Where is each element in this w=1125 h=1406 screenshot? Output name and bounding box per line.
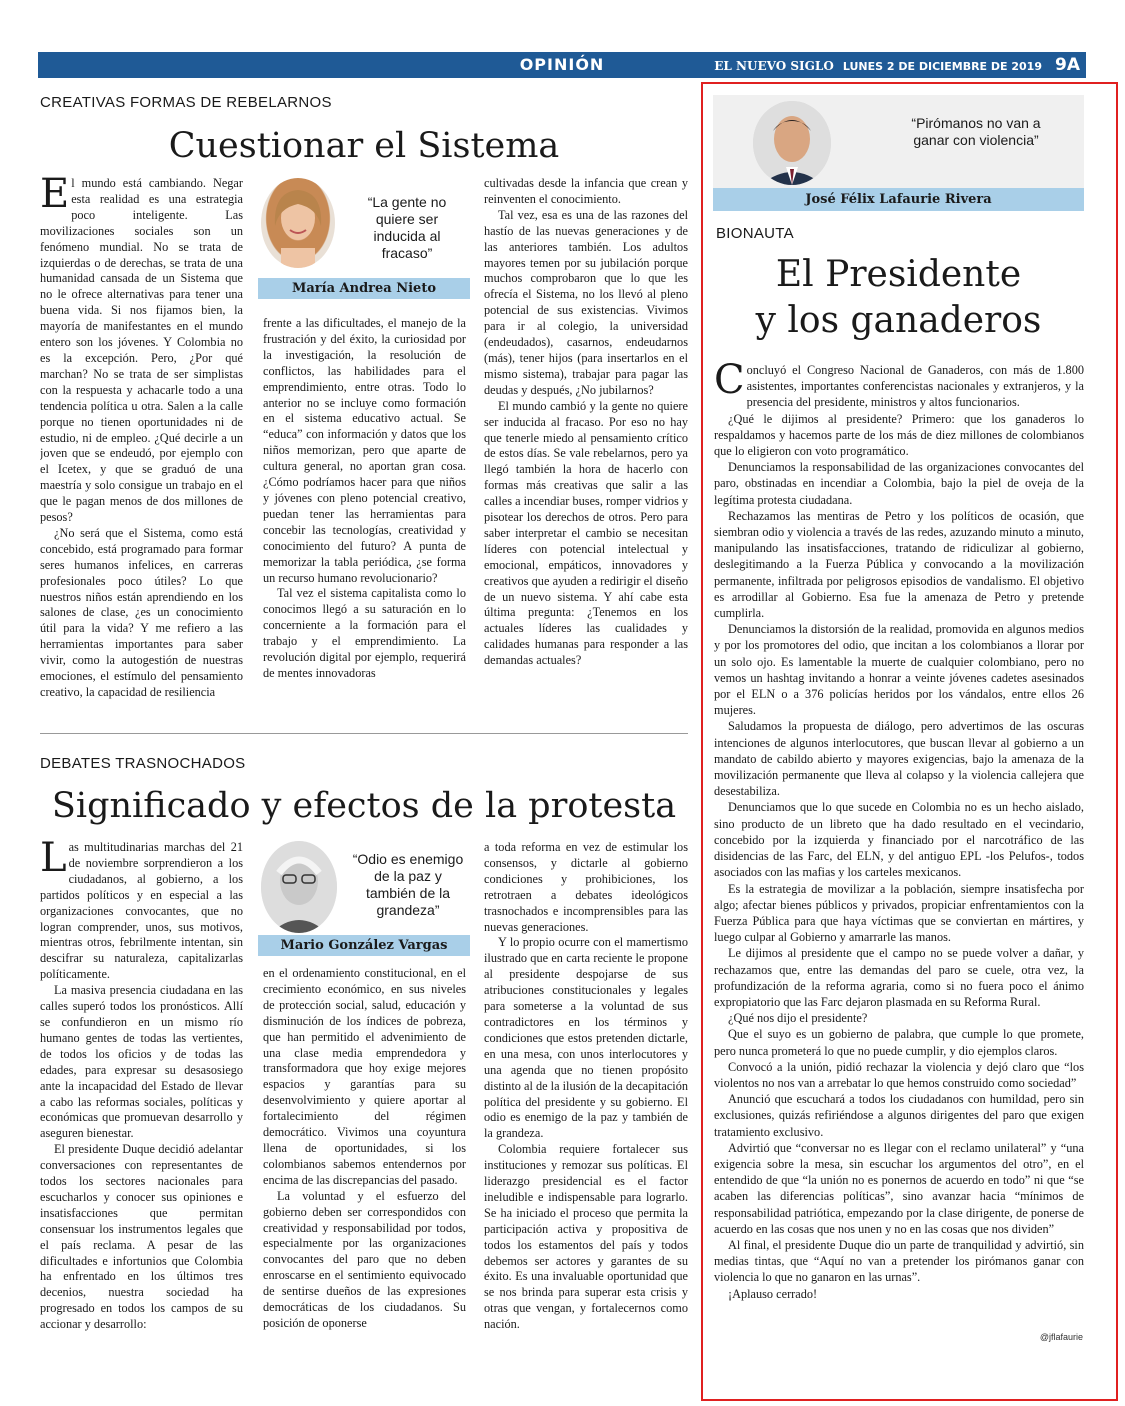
masthead: EL NUEVO SIGLO [714,59,834,73]
paragraph: Que el suyo es un gobierno de palabra, que cumple lo que promete, pero nunca prometerá lo que no puede cumplir, y dio ejemplos claros. [714,1027,1084,1058]
author-photo [753,101,831,185]
pull-quote: “Pirómanos no van a ganar con violencia” [911,115,1041,148]
masthead-dateline [714,52,1042,78]
paragraph: cultivadas desde la infancia que crean y reinventen el conocimiento. [484,176,688,206]
paragraph: a toda reforma en vez de estimular los consensos, y dictarle al gobierno condiciones y prohibiciones, los retrotraen a debates ideológicos trasnochados e incomprensibles para las nuevas generaciones. [484,840,688,934]
article1-column-3 [484,176,688,736]
paragraph: ¡Aplauso cerrado! [728,1286,818,1301]
date: LUNES 2 DE DICIEMBRE DE 2019 [842,60,1042,73]
article2-title: Significado y efectos de la protesta [51,786,677,826]
paragraph: Denunciamos la responsabilidad de las organizaciones convocantes del paro, obstinadas en incendiar a Colombia, bajo la piel de oveja de la legítima protesta ciudadana. [714,460,1084,507]
paragraph: ¿No será que el Sistema, como está concebido, está programado para formar seres humanos infelices, en carreras profesionales poco útiles? Lo que nuestros niños están aprendiendo en los salones de clase, ¿es un conocimiento útil para la vida? Y me refiero a las herramientas importantes para saber vivir, como la autogestión de nuestras emociones, el estímulo del pensamiento creativo, la capacidad de resiliencia [40,525,243,699]
article3-body [714,362,1084,1332]
author-name: Mario González Vargas [258,935,470,956]
paragraph: La voluntad y el esfuerzo del gobierno deben ser correspondidos con creatividad y responsabilidad por todos, especialmente por las organizaciones convocantes del paro que no deben enroscarse en el sentimiento equivocado de sentirse dueños de las expresiones democráticas de los ciudadanos. Su posición de oponerse [263,1188,466,1330]
dropcap: E [40,176,70,217]
pull-quote: “La gente no quiere ser inducida al fracaso” [367,194,447,261]
article3-title-line2: y los ganaderos [755,300,1042,341]
paragraph: Al final, el presidente Duque dio un parte de tranquilidad y advirtió, sin medias tintas, que “Aquí no van a pretender los pirómanos ganar con violencia lo que no ganaron en las urnas”. [714,1237,1084,1285]
author-box-lafaurie [713,95,1084,211]
paragraph: Rechazamos las mentiras de Petro y los políticos de ocasión, que siembran odio y violencia a través de las redes, azuzando minuto a minuto, manipulando las insatisfacciones, tratando de ridiculizar al gobierno, deslegitimando a la Fuerza Pública y convocando a la movilización permanente, infiltrada por peligrosos episodios de vandalismo. El objetivo es arrodillar al Gobierno. Esa fue la amenaza de Petro y pretende cumplirla. [714,508,1084,621]
paragraph: Convocó a la unión, pidió rechazar la violencia y dejó claro que “los violentos no nos van a arrebatar lo que hemos construido como sociedad” [714,1059,1084,1090]
article1-kicker: CREATIVAS FORMAS DE REBELARNOS [40,94,332,111]
paragraph: frente a las dificultades, el manejo de la frustración y del éxito, la curiosidad por la investigación, la resolución de conflictos, las habilidades para el emprendimiento, entre otras. Todo lo anterior no se incluye como formación en el sistema educativo actual. Se “educa” con información y datos que los niños memorizan, pero que aparte de cultura general, no aportan gran cosa. ¿Cómo podríamos hacer para que niños y jóvenes con pleno potencial creativo, puedan tener las herramientas para concebir las tecnologías, creatividad y conocimiento del futuro? A punta de memorizar la tabla periódica, ¿se forma un recurso humano revolucionario? [263,316,466,585]
article3-title-line1: El Presidente [775,254,1022,295]
article2-column-2 [263,966,466,1352]
paragraph: Y lo propio ocurre con el mamertismo ilustrado que en carta reciente le propone al presidente despojarse de sus atribuciones constitucionales y legales para someterse a la voluntad de sus contradictores en los términos y condiciones que estos pretenden dictarle, en una mesa, con unos interlocutores y una agenda que no tienen propósito distinto al de la ilusión de la decapitación política del presidente y su gobierno. El odio es enemigo de la paz y también de la grandeza. [484,935,688,1141]
paragraph: Colombia requiere fortalecer sus instituciones y remozar sus políticas. El liderazgo presidencial es el factor ineludible e indispensable para lograrlo. Se ha iniciado el proceso que permita la participación activa y propositiva de todos los estamentos del país y todos debemos ser actores y garantes de su éxito. Es una invaluable oportunidad que se nos brinda para superar esta crisis y otras que vengan, y fortalecernos como nación. [484,1142,688,1332]
paragraph: oncluyó el Congreso Nacional de Ganaderos, con más de 1.800 asistentes, importantes conferencistas nacionales y extranjeros, y la presencia del presidente, ministros y altos funcionarios. [746,363,1084,410]
section-header-bar [38,52,1086,78]
twitter-handle: @jflafaurie [1039,1332,1083,1342]
author-name: María Andrea Nieto [258,278,470,299]
paragraph: Anunció que escuchará a todos los ciudadanos con humildad, pero sin exclusiones, quizás refiriéndose a algunos dirigentes del paro que exigen tratamiento exclusivo. [714,1092,1084,1139]
author-name: José Félix Lafaurie Rivera [713,188,1084,211]
paragraph: La masiva presencia ciudadana en las calles superó todos los pronósticos. Allí se confundieron en un mismo río humano gentes de todas las vertientes, de todos los oficios y de todas las edades, para expresar su desasosiego ante la incapacidad del Estado de llevar a cabo las reformas sociales, políticas y económicas que promuevan desarrollo y aseguren bienestar. [40,983,243,1141]
dropcap: C [714,362,745,403]
pull-quote: “Odio es enemigo de la paz y también de la grandeza” [352,851,464,918]
author-photo [261,841,337,933]
paragraph: Tal vez, esa es una de las razones del hastío de las nuevas generaciones y de las anteriores también. Los adultos mayores temen por su jubilación porque muchos comprobaron que lo que les ofrecía el Sistema, no los llevó al pleno potencial de sus existencias. Vivimos para ir al colegio, la universidad (endeudados), casarnos, endeudarnos (más), tener hijos (para insertarlos en el mismo sistema), trabajar para pagar las deudas y después, ¿No jubilarnos? [484,207,688,397]
paragraph: Advirtió que “conversar no es llegar con el reclamo unilateral” y “una exigencia sobre la mesa, sin escuchar los argumentos del otro”, en el entendido de que “la unión no es ponernos de acuerdo en todo” ni que “se acaben las diferencias políticas”, sino avanzar hacia “mínimos de responsabilidad patriótica, empezando por la clase dirigente, de ponerse de acuerdo en las cosas que nos unen y no en las cosas que nos dividen” [714,1140,1084,1236]
article1-column-1 [40,176,243,716]
article2-column-1 [40,840,243,1352]
paragraph: ¿Qué le dijimos al presidente? Primero: que los ganaderos lo respaldamos y hacemos parte de los más de diez millones de colombianos que lo eligieron con voto programático. [714,411,1084,459]
paragraph: Tal vez el sistema capitalista como lo conocimos llegó a su saturación en lo concerniente a la formación para el trabajo y el emprendimiento. La revolución digital por ejemplo, requerirá de mentes innovadoras [263,586,466,680]
article1-title: Cuestionar el Sistema [168,126,560,166]
section-title: OPINIÓN [519,55,605,74]
author-box-gonzalez [258,841,470,956]
portrait-icon [261,841,337,933]
article1-column-2 [263,316,466,716]
portrait-icon [261,178,335,268]
paragraph: Saludamos la propuesta de diálogo, pero advertimos de las oscuras intenciones de algunos interlocutores, que buscan llevar al gobierno a un mandato de cabildo abierto y mayores exigencias, bajo la amenaza de la movilización permanente que lleva al colapso y la violencia callejera que desestabiliza. [714,719,1084,799]
article2-kicker: DEBATES TRASNOCHADOS [40,755,246,772]
paragraph: El mundo cambió y la gente no quiere ser inducida al fracaso. Por eso no hay que tenerle miedo al pensamiento crítico de estos días. Se vale rebelarnos, pero ya llegó también la hora de hacerlo con formas más creativas que salir a las calles a incendiar buses, romper vidrios y pisotear los derechos de otros. Pero para saber interpretar el cambio se necesitan líderes con potencial intelectual y emocional, empáticos, innovadores y creativos que ayuden a redirigir el diseño de un nuevo sistema. Y ahí cabe esta última pregunta: ¿Tenemos en los actuales líderes las cualidades y calidades humanas para responder a las demandas actuales? [484,398,688,668]
paragraph: Es la estrategia de movilizar a la población, siempre insatisfecha por algo; afectar bienes públicos y privados, propiciar enfrentamientos con la Fuerza Pública para que haya víctimas que se conviertan en mártires, y luego culpar al Gobierno y amarrarle las manos. [714,881,1084,945]
article3-kicker: BIONAUTA [716,225,794,242]
portrait-icon [753,101,831,185]
paragraph: en el ordenamiento constitucional, en el crecimiento económico, en sus niveles de protección social, salud, educación y disminución de los índices de pobreza, que han permitido el advenimiento de una clase media emprendedora y transformadora que hoy exige mejores espacios y garantías para su desenvolvimiento y quiere aportar al fortalecimiento del régimen democrático. Vivimos una coyuntura llena de oportunidades, si los colombianos sabemos entendernos por encima de las discrepancias del pasado. [263,966,466,1187]
author-box-nieto [258,178,470,299]
paragraph: Le dijimos al presidente que el campo no se puede volver a dañar, y rechazamos que, entre las demandas del paro se cuele, otra vez, la profundización de la reforma agraria, como si no fuera poco el ánimo expropiatorio que las Farc dejaron plasmada en su Reforma Rural. [714,946,1084,1009]
paragraph: Denunciamos que lo que sucede en Colombia no es un hecho aislado, sino producto de un libreto que ha dado resultado en el vecindario, concebido por la izquierda y financiado por el narcotráfico de las disidencias de las Farc, del ELN, y del antiguo EPL -los Pelufos-, todos asociados con las mafias y los carteles mexicanos. [714,800,1084,880]
divider [40,733,688,734]
paragraph: l mundo está cambiando. Negar esta realidad es una estrategia poco inteligente. Las movilizaciones sociales son un fenómeno mundial. No se trata de izquierdas o de derechas, se trata de una humanidad cansada de un Sistema que no le ofrece alternativas para tener una buena vida. Si nos fijamos bien, la mayoría de manifestantes en el mundo entero son los jóvenes. Y Colombia no es la excepción. Pero, ¿Por qué marchan? No se trata de ser simplistas con la respuesta y achacarle todo a una tendencia política u otra. Salen a la calle porque no tienen oportunidades ni de estudio, ni de empleo. ¿Qué decirle a un joven que se endeudó, por ejemplo con el Icetex, y que se graduó de una maestría y solo consigue un trabajo en el que le pagan menos de dos millones de pesos? [40,176,243,525]
dropcap: L [40,840,67,881]
paragraph: ¿Qué nos dijo el presidente? [728,1011,868,1026]
paragraph: El presidente Duque decidió adelantar conversaciones con representantes de todos los sectores nacionales para escucharlos y conocer sus opiniones e insatisfacciones que permitan consensuar los instrumentos legales que el país reclama. A pesar de las dificultades e infortunios que Colombia ha enfrentado en los últimos tres decenios, nuestra sociedad ha progresado en todos los campos de su accionar y desarrollo: [40,1142,243,1332]
paragraph: Denunciamos la distorsión de la realidad, promovida en algunos medios y por los promotores del odio, que incitan a los colombianos a llorar por un solo ojo. Es lamentable la muerte de cualquier colombiano, pero no vemos un hashtag invitando a honrar a veinte jóvenes cadetes asesinados por el ELN o a 376 policías heridos por los vándalos, entre ellos 26 mujeres. [714,622,1084,718]
page-number: 9A [1055,55,1080,75]
article2-column-3 [484,840,688,1352]
author-photo [261,178,335,268]
paragraph: as multitudinarias marchas del 21 de noviembre sorprendieron a los ciudadanos, al gobierno, a los partidos políticos y en especial a las organizaciones convocantes, que no logran comprender, unos, sus motivos, mientras otros, febrilmente intentan, sin descifrar su naturaleza, capitalizarlas políticamente. [40,840,243,982]
